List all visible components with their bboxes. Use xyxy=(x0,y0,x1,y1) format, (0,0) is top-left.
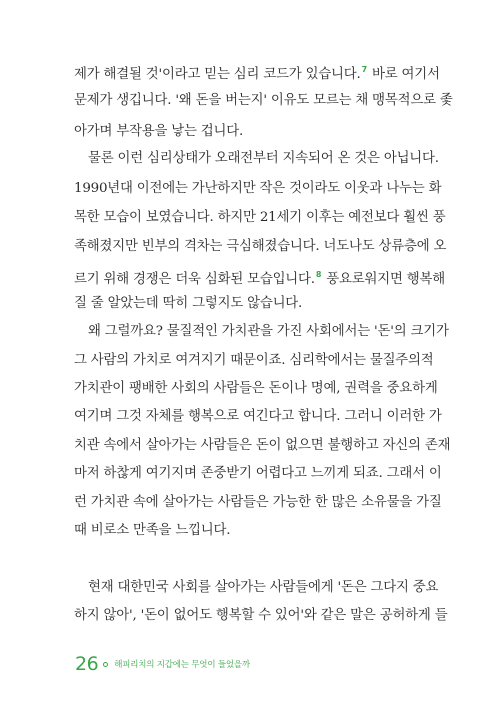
text-line: 족해졌지만 빈부의 격차는 극심해졌습니다. 너도나도 상류층에 오 xyxy=(74,239,447,254)
text-line: 하지 않아', '돈이 없어도 행복할 수 있어'와 같은 말은 공허하게 들 xyxy=(74,608,448,623)
paragraph-first-line: 현재 대한민국 사회를 살아가는 사람들에게 '돈은 그다지 중요 xyxy=(88,580,439,595)
text-line: 1990년대 이전에는 가난하지만 작은 것이라도 이웃과 나누는 화 xyxy=(74,181,442,196)
footnote-marker[interactable]: 8 xyxy=(315,270,322,279)
footnote-marker[interactable]: 7 xyxy=(361,65,367,74)
page-footer xyxy=(75,653,250,675)
text-line: 제가 해결될 것'이라고 믿는 심리 코드가 있습니다.$^7$ 바로 여기서 xyxy=(74,65,440,82)
running-title: 해피리치의 지갑에는 무엇이 들었을까 xyxy=(114,660,250,670)
text-line: 때 비로소 만족을 느낍니다. xyxy=(74,523,231,538)
text-line: 질 줄 알았는데 딱히 그렇지도 않습니다. xyxy=(74,296,303,311)
paragraph-first-line: 물론 이런 심리상태가 오래전부터 지속되어 온 것은 아닙니다. xyxy=(88,151,439,166)
text-line: 르기 위해 경쟁은 더욱 심화된 모습입니다.$^8$ 풍요로워지면 행복해 xyxy=(74,270,445,287)
text-line: 목한 모습이 보였습니다. 하지만 21세기 이후는 예전보다 훨씬 풍 xyxy=(74,210,446,225)
paragraph-first-line: 왜 그럴까요? 물질적인 가치관을 가진 사회에서는 '돈'의 크기가 xyxy=(88,324,449,339)
text-line: 마저 하찮게 여기지며 존중받기 어렵다고 느끼게 되죠. 그래서 이 xyxy=(74,466,442,481)
text-line: 그 사람의 가치로 여겨지기 때문이죠. 심리학에서는 물질주의적 xyxy=(74,353,434,368)
text-line: 여기며 그것 자체를 행복으로 여긴다고 합니다. 그러니 이러한 가 xyxy=(74,409,442,424)
circle-bullet-icon xyxy=(103,662,108,667)
text-line: 가치관이 팽배한 사회의 사람들은 돈이나 명예, 권력을 중요하게 xyxy=(74,381,438,396)
page-number: 26 xyxy=(75,653,99,675)
text-line: 치관 속에서 살아가는 사람들은 돈이 없으면 불행하고 자신의 존재 xyxy=(74,438,451,453)
text-line: 런 가치관 속에 살아가는 사람들은 가능한 한 많은 소유물을 가질 xyxy=(74,495,442,510)
text-line: 아가며 부작용을 낳는 겁니다. xyxy=(74,124,244,139)
text-line: 문제가 생깁니다. '왜 돈을 버는지' 이유도 모르는 채 맹목적으로 좇 xyxy=(74,93,453,108)
